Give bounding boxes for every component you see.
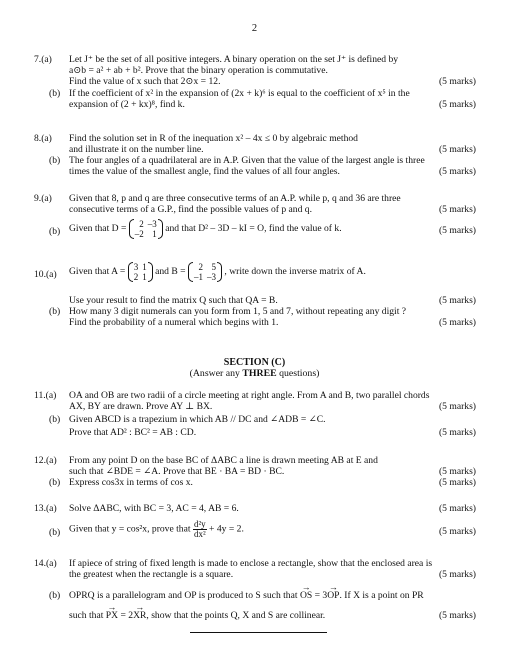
question-12 (34, 455, 476, 488)
question-13a (34, 503, 476, 514)
question-text: Given that D = (69, 223, 127, 235)
question-text: AX, BY are drawn. Prove AY ⊥ BX. (69, 401, 213, 412)
marks-label: (5 marks) (438, 610, 476, 621)
question-label: (b) (49, 155, 61, 166)
marks-label: (5 marks) (438, 427, 476, 438)
question-8b (34, 155, 476, 177)
question-text: and illustrate it on the number line. (69, 144, 204, 155)
question-label: (b) (49, 306, 61, 317)
marks-label: (5 marks) (438, 401, 476, 412)
marks-label: (5 marks) (438, 466, 476, 477)
marks-label: (5 marks) (438, 477, 476, 488)
question-label: 8.(a) (34, 133, 52, 144)
matrix-cell: 5 (211, 262, 216, 272)
question-8 (34, 133, 476, 177)
section-heading (0, 357, 509, 379)
question-text (69, 590, 476, 601)
question-8a (34, 133, 476, 155)
question-label: 13.(a) (34, 503, 57, 514)
marks-label: (5 marks) (438, 225, 476, 236)
question-14b (34, 590, 476, 621)
matrix-cell: 2 (133, 272, 139, 282)
question-7 (34, 54, 476, 110)
question-10 (34, 262, 476, 328)
question-7b (34, 88, 476, 110)
question-14 (34, 558, 476, 621)
fraction-denominator: dx² (193, 529, 206, 539)
question-9 (34, 193, 476, 243)
question-label: 11.(a) (34, 390, 57, 401)
question-text: + 4y = 2. (209, 523, 244, 535)
section-instruction (0, 368, 509, 379)
instruction-emphasis: THREE (242, 368, 277, 379)
question-13b (34, 520, 476, 544)
question-text: If the coefficient of x² in the expansion of (2x + k)⁶ is equal to the coefficient of x⁵ in the (69, 88, 410, 99)
question-text: Use your result to find the matrix Q such that QA = B. (69, 295, 278, 306)
matrix-cell: 3 (133, 262, 139, 272)
matrix-cell: –3 (207, 272, 216, 282)
question-text: Find the probability of a numeral which begins with 1. (69, 317, 279, 328)
question-9b (34, 219, 476, 243)
vector-px: → PX (106, 610, 118, 621)
question-label: (b) (49, 527, 61, 538)
question-12b (34, 477, 476, 488)
marks-label: (5 marks) (438, 166, 476, 177)
question-label: 10.(a) (34, 269, 57, 280)
question-label: 14.(a) (34, 558, 57, 569)
question-text (69, 610, 476, 621)
question-text: Express cos3x in terms of cos x. (69, 477, 193, 488)
marks-label: (5 marks) (438, 569, 476, 580)
question-text: OA and OB are two radii of a circle meeting at right angle. From A and B, two parallel chords (69, 390, 430, 401)
question-label: (b) (49, 88, 61, 99)
question-label: (b) (49, 414, 61, 425)
question-text: such that ∠BDE = ∠A. Prove that BE · BA = BD · BC. (69, 466, 285, 477)
end-rule (190, 632, 327, 633)
question-label: 7.(a) (34, 54, 52, 65)
marks-label: (5 marks) (438, 503, 476, 514)
marks-label: (5 marks) (438, 76, 476, 87)
matrix-cell: 2 (139, 219, 144, 229)
question-text: consecutive terms of a G.P., find the possible values of p and q. (69, 204, 312, 215)
question-label: (b) (49, 590, 61, 601)
question-text: Given ABCD is a trapezium in which AB // DC and ∠ADB = ∠C. (69, 414, 326, 425)
question-text: , write down the inverse matrix of A. (224, 266, 366, 278)
question-text: Let J⁺ be the set of all positive integers. A binary operation on the set J⁺ is defined by (69, 54, 399, 65)
question-text: Given that A = (69, 266, 126, 278)
question-text: Prove that AD² : BC² = AB : CD. (69, 427, 197, 438)
question-text: Find the solution set in R of the inequation x² – 4x ≤ 0 by algebraic method (69, 133, 358, 144)
question-text: Given that 8, p and q are three consecutive terms of an A.P. while p, q and 36 are three (69, 193, 401, 204)
question-10b (34, 306, 476, 328)
question-12a (34, 455, 476, 477)
question-text: How many 3 digit numerals can you form from 1, 5 and 7, without repeating any digit ? (69, 306, 407, 317)
vector-op: → OP (327, 590, 339, 601)
question-text: The four angles of a quadrilateral are in A.P. Given that the value of the largest angle is three (69, 155, 425, 166)
derivative-fraction (193, 520, 207, 539)
question-text: Given that y = cos²x, prove that (69, 523, 191, 535)
marks-label: (5 marks) (438, 204, 476, 215)
marks-label: (5 marks) (438, 144, 476, 155)
question-14a (34, 558, 476, 580)
instruction-text: (Answer any (189, 368, 243, 379)
matrix-cell: –1 (194, 272, 203, 282)
question-text: = 3 (312, 590, 328, 601)
fraction-numerator: d²y (193, 519, 206, 529)
matrix-a (128, 262, 153, 282)
question-text: the greatest when the rectangle is a square. (69, 569, 234, 580)
vector-os: → OS (300, 590, 312, 601)
question-11a (34, 390, 476, 412)
matrix-cell: 1 (152, 229, 157, 239)
vector-xr: → XR (133, 610, 146, 621)
marks-label: (5 marks) (438, 526, 476, 537)
question-text: Solve ΔABC, with BC = 3, AC = 4, AB = 6. (69, 503, 239, 514)
matrix-b (188, 262, 222, 282)
matrix-cell: –2 (134, 229, 144, 239)
question-label: (b) (49, 226, 61, 237)
question-label: 12.(a) (34, 455, 57, 466)
question-11 (34, 390, 476, 438)
question-text: and B = (155, 266, 186, 278)
marks-label: (5 marks) (438, 317, 476, 328)
question-text: , show that the points Q, X and S are collinear. (146, 610, 326, 621)
matrix-cell: 1 (142, 262, 147, 272)
question-10a-line2 (34, 295, 476, 306)
matrix-cell: –3 (147, 219, 157, 229)
page-number: 2 (251, 23, 258, 34)
question-text: expansion of (2 + kx)⁸, find k. (69, 99, 185, 110)
matrix-cell: 2 (198, 262, 203, 272)
question-text: If apiece of string of fixed length is made to enclose a rectangle, show that the enclosed area is (69, 558, 433, 569)
question-text: From any point D on the base BC of ΔABC a line is drawn meeting AB at E and (69, 455, 378, 466)
marks-label: (5 marks) (438, 99, 476, 110)
question-label: (b) (49, 477, 61, 488)
question-text: Find the value of x such that 2⊙x = 12. (69, 76, 221, 87)
question-label: 9.(a) (34, 193, 52, 204)
question-text: OPRQ is a parallelogram and OP is produced to S such that (69, 590, 300, 601)
question-text: = 2 (118, 610, 134, 621)
question-text: such that (69, 610, 106, 621)
question-text: . If X is a point on PR (339, 590, 424, 601)
marks-label: (5 marks) (438, 295, 476, 306)
instruction-text: questions) (276, 368, 320, 379)
matrix-cell: 1 (142, 272, 147, 282)
question-text: times the value of the smallest angle, find the values of all four angles. (69, 166, 340, 177)
question-text: and that D² – 3D – kI = O, find the value of k. (165, 223, 342, 235)
question-11b (34, 414, 476, 438)
question-13 (34, 503, 476, 544)
matrix-d (129, 219, 163, 239)
question-10a-line1 (34, 262, 476, 286)
section-title: SECTION (C) (223, 357, 286, 368)
question-text: a⊙b = a² + ab + b². Prove that the binary operation is commutative. (69, 65, 328, 76)
question-9a (34, 193, 476, 215)
question-7a (34, 54, 476, 87)
